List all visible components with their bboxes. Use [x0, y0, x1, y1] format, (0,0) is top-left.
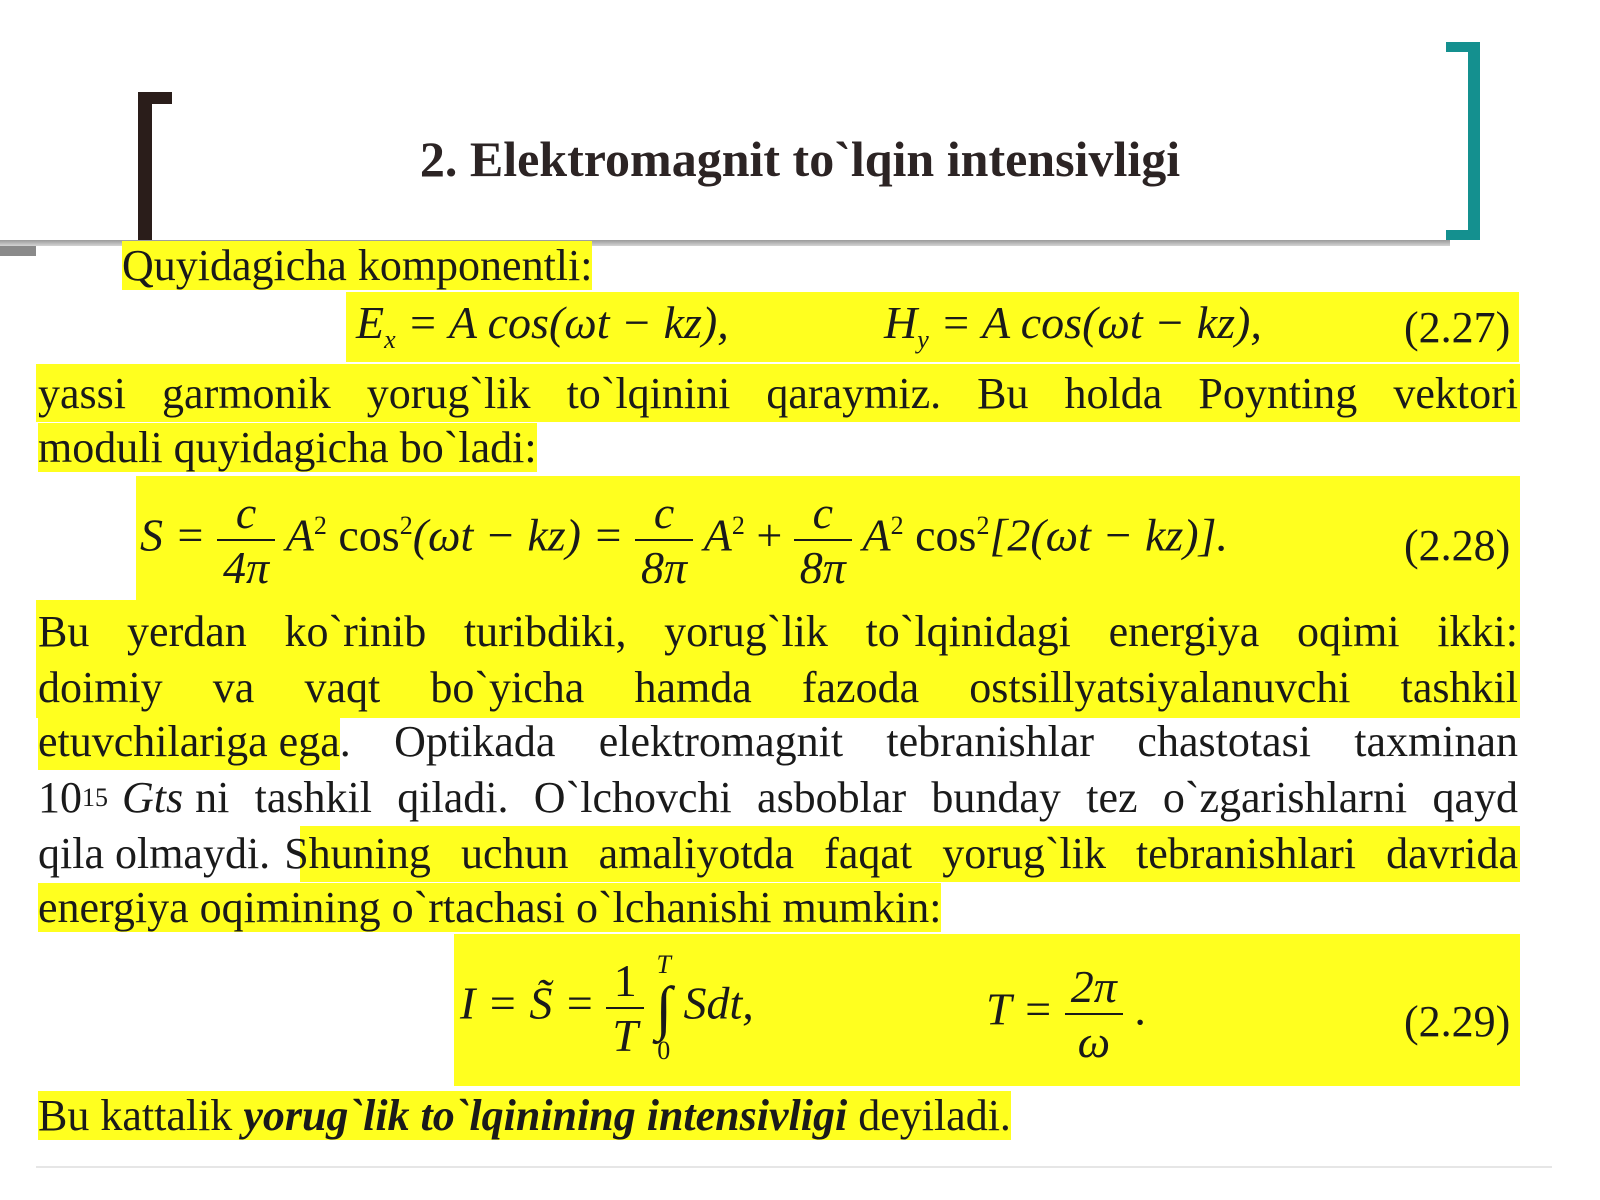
para2-line3: etuvchilariga ega . Optikada elektromagnit tebranishlar chastotasi taxminan [38, 714, 1518, 770]
right-bracket-decoration [1446, 42, 1480, 240]
final-sentence: Bu kattalik yorug`lik to`lqinining intensivligi deyiladi. [38, 1091, 1011, 1140]
para1-line1: yassi garmonik yorug`lik to`lqinini qaraymiz. Bu holda Poynting vektori [38, 369, 1518, 418]
eq-2-28: S = $\frac{c}{4\pi}$ $A^2$ $\cos^2(\omega t - kz)$ = $\frac{c}{8\pi}$ $A^2$ + $\frac{c}{8\pi}$ $A^2$ $\cos^2[2(\omega t - kz)]$. [140, 487, 1228, 593]
eq-2-27-left: $E_x = A$ cos(ωt − kz), [356, 297, 729, 355]
para2-line1: Bu yerdan ko`rinib turibdiki, yorug`lik to`lqinidagi energiya oqimi ikki: [38, 607, 1518, 656]
slide-title: 2. Elektromagnit to`lqin intensivligi [419, 131, 1181, 187]
para2-line2: doimiy va vaqt bo`yicha hamda fazoda ostsillyatsiyalanuvchi tashkil [38, 663, 1518, 712]
para1-line2: moduli quyidagicha bo`ladi: [38, 423, 537, 472]
intro-text: Quyidagicha komponentli: [122, 241, 593, 290]
left-bracket-decoration [138, 92, 172, 242]
footer-divider [36, 1166, 1552, 1168]
para2-line5: qila olmaydi. Shuning uchun amaliyotda faqat yorug`lik tebranishlari davrida [38, 829, 1518, 878]
eq-2-29-left: I = S̃ = $\frac{1}{T}$ T ∫ 0 Sdt, [460, 950, 754, 1065]
para2-line4: 10 15 Gts ni tashkil qiladi. O`lchovchi asboblar bunday tez o`zgarishlarni qayd [38, 773, 1518, 822]
eq-2-27-number: (2.27) [1404, 303, 1511, 352]
header-divider-stub [0, 246, 36, 256]
para2-line6: energiya oqimining o`rtachasi o`lchanishi mumkin: [38, 883, 942, 932]
eq-2-28-number: (2.28) [1404, 521, 1511, 570]
eq-2-29-right: T = $\frac{2\pi}{\omega}$ . [986, 961, 1146, 1067]
eq-2-27-right: $H_y = A$ cos(ωt − kz), [884, 297, 1262, 355]
eq-2-29-number: (2.29) [1404, 997, 1511, 1046]
